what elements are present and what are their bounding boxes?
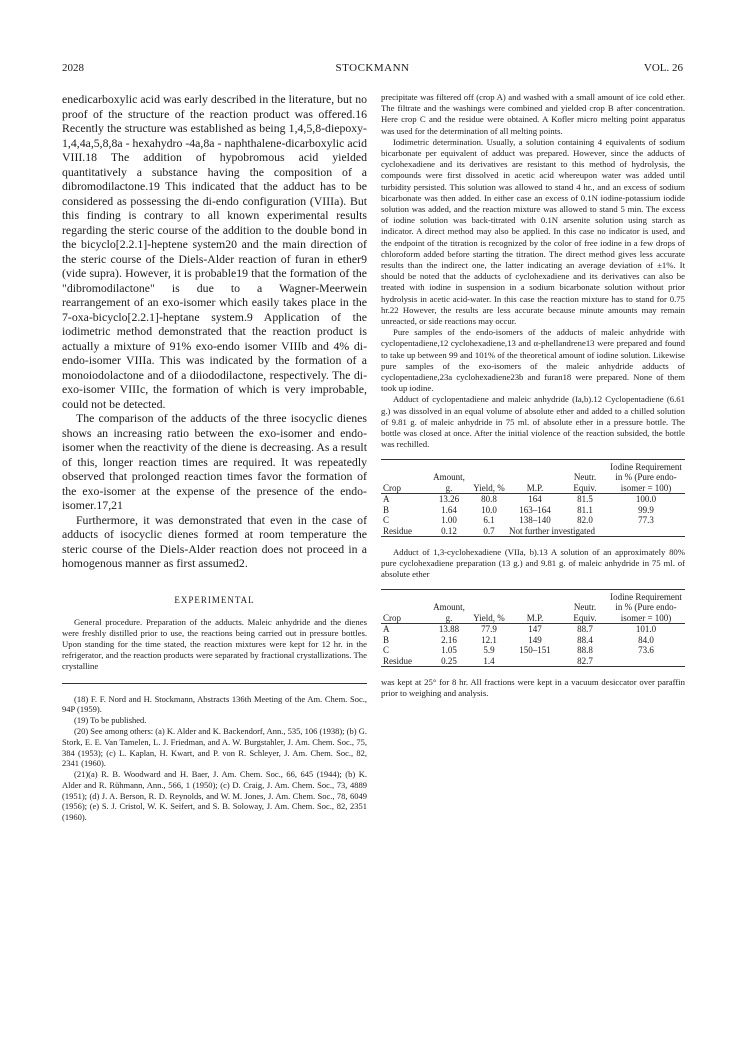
cell-neutr: 82.7 [577,655,593,666]
footnotes [62,694,367,824]
th-neutr: Neutr. Equiv. [573,472,597,493]
cell-neutr: 88.4 [577,634,593,645]
cell-mp [507,656,563,667]
cell-iodine: 73.6 [638,645,654,656]
cell-iodine: 99.9 [638,504,654,515]
footnote-divider [62,683,367,684]
cell-crop: A [383,494,390,504]
cell-amount: 0.12 [441,525,457,536]
footnote: (21)(a) R. B. Woodward and H. Baer, J. Am. Chem. Soc., 66, 645 (1944); (b) K. Alder and R. Rühmann, Ann., 566, 1 (1950); (c) D. Craig, J. Am. Chem. Soc., 73, 4889 (1951); (d) J. A. Berson, R. D. Reynolds, and W. M. Jones, J. Am. Chem. Soc., 78, 6049 (1956); (e) S. J. Cristol, W. K. Seifert, and S. B. Soloway, J. Am. Chem. Soc., 82, 2351 (1960). [62,769,367,823]
cell-amount: 2.16 [441,634,457,645]
cell-yield: 12.1 [481,634,497,645]
th-yield: Yield, % [473,612,505,623]
cell-crop: B [383,504,390,515]
section-heading: EXPERIMENTAL [174,594,255,605]
left-column [62,92,367,823]
cell-amount: 0.25 [441,655,457,666]
cell-neutr: 82.0 [577,515,593,525]
cell-yield: 5.9 [483,645,495,656]
body-paragraph: Iodimetric determination. Usually, a solution containing 4 equivalents of sodium bicarbonate per equivalent of adduct was prepared. However, since the adducts of cyclohexadiene and its derivatives are resistant to this method of hydrolysis, the compounds were first dissolved in acetic acid whereupon water was added until turbidity persisted. This solution was allowed to stand 4 hr., and an excess of sodium bicarbonate was then added. In either case an excess of 0.1N iodine-potassium iodide solution was added, and the reaction mixture was allowed to stand 5 min. The excess of iodine solution was back-titrated with 0.1N arsenite solution using starch as indicator. A direct method may also be applied. In this case no indicator is used, and the endpoint of the titration is recognized by the color of free iodine in a few drops of chloroform added before starting the titration. The direct method gives less accurate results than the indirect one, the latter indicating an average deviation of ±1%. It should be noted that the adducts of cyclohexadiene and its derivatives can also be treated with iodine in suspension in a sodium bicarbonate solution without prior hydrolysis in acetic acid-water. In this case the reaction mixture has to stand for 0.75 hr.22 However, the results are less accurate because minute amounts may remain unreacted, or side reactions may occur. [381,136,685,327]
table-row [381,645,685,656]
page-header [62,62,683,78]
final-paragraph: was kept at 25° for 8 hr. All fractions were kept in a vacuum desiccator over paraffin prior to weighing and analysis. [381,677,685,699]
body-paragraph: Pure samples of the endo-isomers of the adducts of maleic anhydride with cyclopentadiene,12 cyclohexadiene,13 and α-phellandrene13 were prepared and found to take up between 99 and 101% of the theoretical amount of iodine solution. Likewise pure samples of the exo-isomers of the maleic anhydride adducts of cyclopentadiene,23a cyclohexadiene23b and furan18 were prepared. None of them took up iodine. [381,327,685,394]
body-paragraph: Furthermore, it was demonstrated that even in the case of adducts of isocyclic dienes formed at room temperature the steric course of the Diels-Alder reaction does not proceed in a homogenous manner as first assumed2. [62,512,367,570]
cell-neutr: 88.7 [577,624,593,635]
cell-yield: 6.1 [483,515,495,525]
table-row [381,494,685,505]
cell-iodine: 77.3 [638,515,654,525]
cell-iodine: 100.0 [635,494,657,504]
footnote: (20) See among others: (a) K. Alder and K. Backendorf, Ann., 535, 106 (1938); (b) G. Stork, E. E. Van Tamelen, L. J. Friedman, and A. W. Burgstahler, J. Am. Chem. Soc., 75, 384 (1953); (c) L. Kaplan, H. Kwart, and P. von R. Schleyer, J. Am. Chem. Soc., 82, 2341 (1960). [62,725,367,769]
cell-amount: 1.00 [441,515,457,525]
cell-amount: 1.64 [441,504,457,515]
cell-neutr: 81.5 [577,494,593,504]
page-number: 2028 [62,62,84,74]
cell-yield: 1.4 [483,655,495,666]
experimental-paragraph: General procedure. Preparation of the adducts. Maleic anhydride and the dienes were freshly distilled prior to use, the reactions being carried out in pressure bottles. Upon standing for the time stated, the reaction mixtures were kept for 12 hr. in the refrigerator, and the reaction products were separated by fractional crystallizations. The crystalline [62,616,367,672]
left-body-text [62,92,367,571]
body-paragraph: enedicarboxylic acid was early described in the literature, but no proof of the structure of the reaction product was offered.16 Recently the structure was established as being 1,4,5,8-diepoxy-1,4,4a,5,8,8a - hexahydro -4a,8a - naphthalene-dicarboxylic acid VIII.18 The addition of hypobromous acid yielded quantitatively a substance having the composition of a dibromodilactone.19 This indicated that the adduct has to be considered as possessing the di-endo configuration (VIIIa). But this finding is contrary to all known experimental results regarding the steric course of the addition to the double bond in the bicyclo[2.2.1]-heptene system20 and the main direction of the steric course of the Diels-Alder reaction of furan in ether9 (vide supra). However, it is probable19 that the formation of the "dibromodilactone" is due to a Wagner-Meerwein rearrangement of an exo-isomer which easily takes place in the 7-oxa-bicyclo[2.2.1]-heptane system.9 Application of the iodimetric method demonstrated that the reaction product is actually a mixture of 91% exo-endo isomer VIIIb and 4% di-endo-isomer VIIIa. This was indicated by the formation of a monoiodolactone and of a diiododilactone, respectively. The di-exo-isomer VIIIc, the formation of which is very improbable, could not be detected. [62,92,367,411]
cell-yield: 77.9 [481,624,497,635]
cell-mp: 150–151 [519,645,551,656]
cell-note: Not further investigated [509,525,595,536]
cell-crop: B [383,634,390,645]
th-mp: M.P. [526,482,544,493]
cell-crop: C [383,645,390,656]
cell-mp: 138–140 [519,515,551,525]
cell-mp: 147 [528,624,542,635]
table-row [381,624,685,635]
cell-mp: 149 [528,634,542,645]
th-mp: M.P. [526,612,544,623]
th-iodine: Iodine Requirement in % (Pure endo-isomer = 100) [610,591,682,623]
table-row [381,505,685,516]
th-amount: Amount, g. [433,602,465,623]
volume-label: VOL. 26 [643,62,683,74]
footnote: (18) F. F. Nord and H. Stockmann, Abstracts 136th Meeting of the Am. Chem. Soc., 94P (1959). [62,693,367,715]
cell-amount: 13.26 [438,494,460,504]
cell-yield: 10.0 [481,504,497,515]
cell-crop: Residue [383,525,412,536]
cell-yield: 80.8 [481,494,497,504]
th-neutr: Neutr. Equiv. [573,602,597,623]
th-iodine: Iodine Requirement in % (Pure endo-isomer = 100) [610,461,682,493]
table-row [381,656,685,667]
table-cyclopentadiene [381,459,685,538]
cell-neutr: 81.1 [577,504,593,515]
cell-iodine: 101.0 [635,624,657,635]
th-amount: Amount, g. [433,472,465,493]
right-body-text [381,92,685,451]
cell-crop: A [383,624,390,635]
th-yield: Yield, % [473,482,505,493]
cell-crop: C [383,515,390,525]
cell-amount: 13.88 [438,624,460,635]
body-paragraph: Adduct of cyclopentadiene and maleic anhydride (Ia,b).12 Cyclopentadiene (6.61 g.) was dissolved in an equal volume of absolute ether and added to a chilled solution of 9.81 g. of maleic anhydride in 75 ml. of absolute ether in a pressure bottle. The bottle was closed at once. After the initial violence of the reaction subsided, the bottle was rechilled. [381,394,685,450]
cell-iodine: 84.0 [638,634,654,645]
cell-crop: Residue [383,655,412,666]
body-paragraph: precipitate was filtered off (crop A) and washed with a small amount of ice cold ether. The filtrate and the washings were combined and yielded crop B after concentration. Here crop C and the residue were obtained. A Kofler micro melting point apparatus was used for the determination of all melting points. [381,92,685,136]
table-cyclohexadiene [381,589,685,668]
footnote: (19) To be published. [74,715,147,726]
cell-mp: 164 [528,494,542,504]
right-column [381,92,685,700]
cell-yield: 0.7 [483,525,495,536]
body-paragraph: The comparison of the adducts of the three isocyclic dienes shows an increasing ratio between the exo-isomer and endo-isomer when the reactivity of the diene is decreasing. As a result of this, longer reaction times are required. It was repeatedly observed that prolonged reaction times favor the formation of the exo-isomer at the expense of the presence of the endo-isomer.17,21 [62,411,367,512]
th-crop: Crop [383,612,401,623]
table-row [381,515,685,526]
table-row [381,635,685,646]
cell-amount: 1.05 [441,645,457,656]
th-crop: Crop [383,482,401,493]
running-author: STOCKMANN [335,62,410,74]
table-row [381,526,685,537]
adduct-cyclohexadiene-paragraph: Adduct of 1,3-cyclohexadiene (VIIa, b).13 A solution of an approximately 80% pure cyclohexadiene preparation (13 g.) and 9.81 g. of maleic anhydride in 75 ml. of absolute ether [381,547,685,580]
cell-neutr: 88.8 [577,645,593,656]
cell-iodine [607,656,685,667]
cell-mp: 163–164 [519,504,551,515]
